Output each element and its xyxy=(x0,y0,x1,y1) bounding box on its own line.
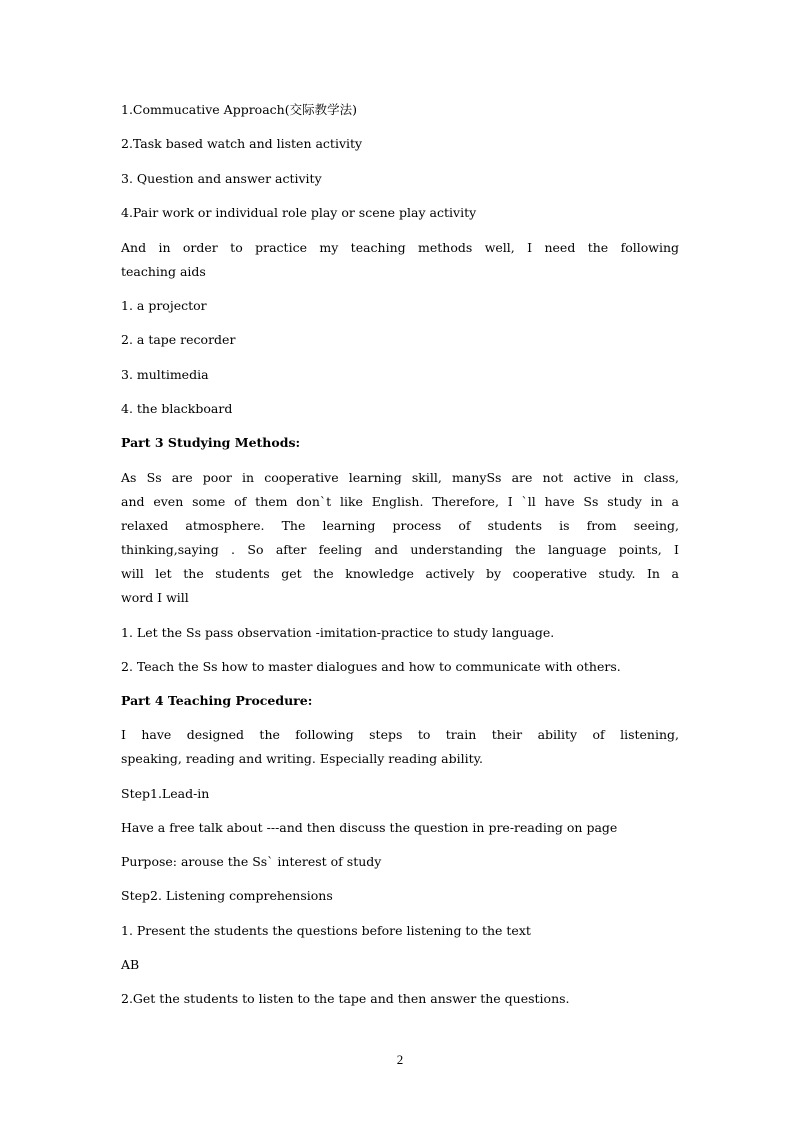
method-item-2: 2.Task based watch and listen activity xyxy=(121,136,363,151)
paragraph-line: word I will xyxy=(121,590,189,605)
step-purpose: Purpose: arouse the Ss` interest of study xyxy=(121,854,382,869)
aid-item-2: 2. a tape recorder xyxy=(121,332,236,347)
method-item-3: 3. Question and answer activity xyxy=(121,171,322,186)
teaching-aids-intro-cont: teaching aids xyxy=(121,264,206,279)
study-item-1: 1. Let the Ss pass observation -imitation-practice to study language. xyxy=(121,625,555,640)
teaching-aids-intro: And in order to practice my teaching methods well, I need the following xyxy=(121,240,679,255)
paragraph-line: thinking,saying . So after feeling and understanding the language points, I xyxy=(121,542,679,557)
section-heading-part4: Part 4 Teaching Procedure: xyxy=(121,693,313,708)
aid-item-3: 3. multimedia xyxy=(121,367,209,382)
aid-item-1: 1. a projector xyxy=(121,298,207,313)
study-item-2: 2. Teach the Ss how to master dialogues and how to communicate with others. xyxy=(121,659,621,674)
paragraph-line: relaxed atmosphere. The learning process of students is from seeing, xyxy=(121,518,679,533)
aid-item-4: 4. the blackboard xyxy=(121,401,233,416)
listening-options: AB xyxy=(121,957,140,972)
paragraph-line: will let the students get the knowledge actively by cooperative study. In a xyxy=(121,566,679,581)
method-item-4: 4.Pair work or individual role play or scene play activity xyxy=(121,205,477,220)
step-heading-1: Step1.Lead-in xyxy=(121,786,210,801)
listening-item-2: 2.Get the students to listen to the tape and then answer the questions. xyxy=(121,991,570,1006)
listening-item-1: 1. Present the students the questions before listening to the text xyxy=(121,923,531,938)
page-number: 2 xyxy=(396,1052,404,1067)
paragraph-line: and even some of them don`t like English. Therefore, I `ll have Ss study in a xyxy=(121,494,679,509)
section-heading-part3: Part 3 Studying Methods: xyxy=(121,435,301,450)
paragraph-line: As Ss are poor in cooperative learning skill, manySs are not active in class, xyxy=(121,470,679,485)
step-heading-2: Step2. Listening comprehensions xyxy=(121,888,333,903)
step-text: Have a free talk about ---and then discuss the question in pre-reading on page xyxy=(121,820,618,835)
paragraph-line: speaking, reading and writing. Especially reading ability. xyxy=(121,751,483,766)
method-item-1: 1.Commucative Approach(交际教学法) xyxy=(121,102,357,117)
paragraph-line: I have designed the following steps to train their ability of listening, xyxy=(121,727,679,742)
